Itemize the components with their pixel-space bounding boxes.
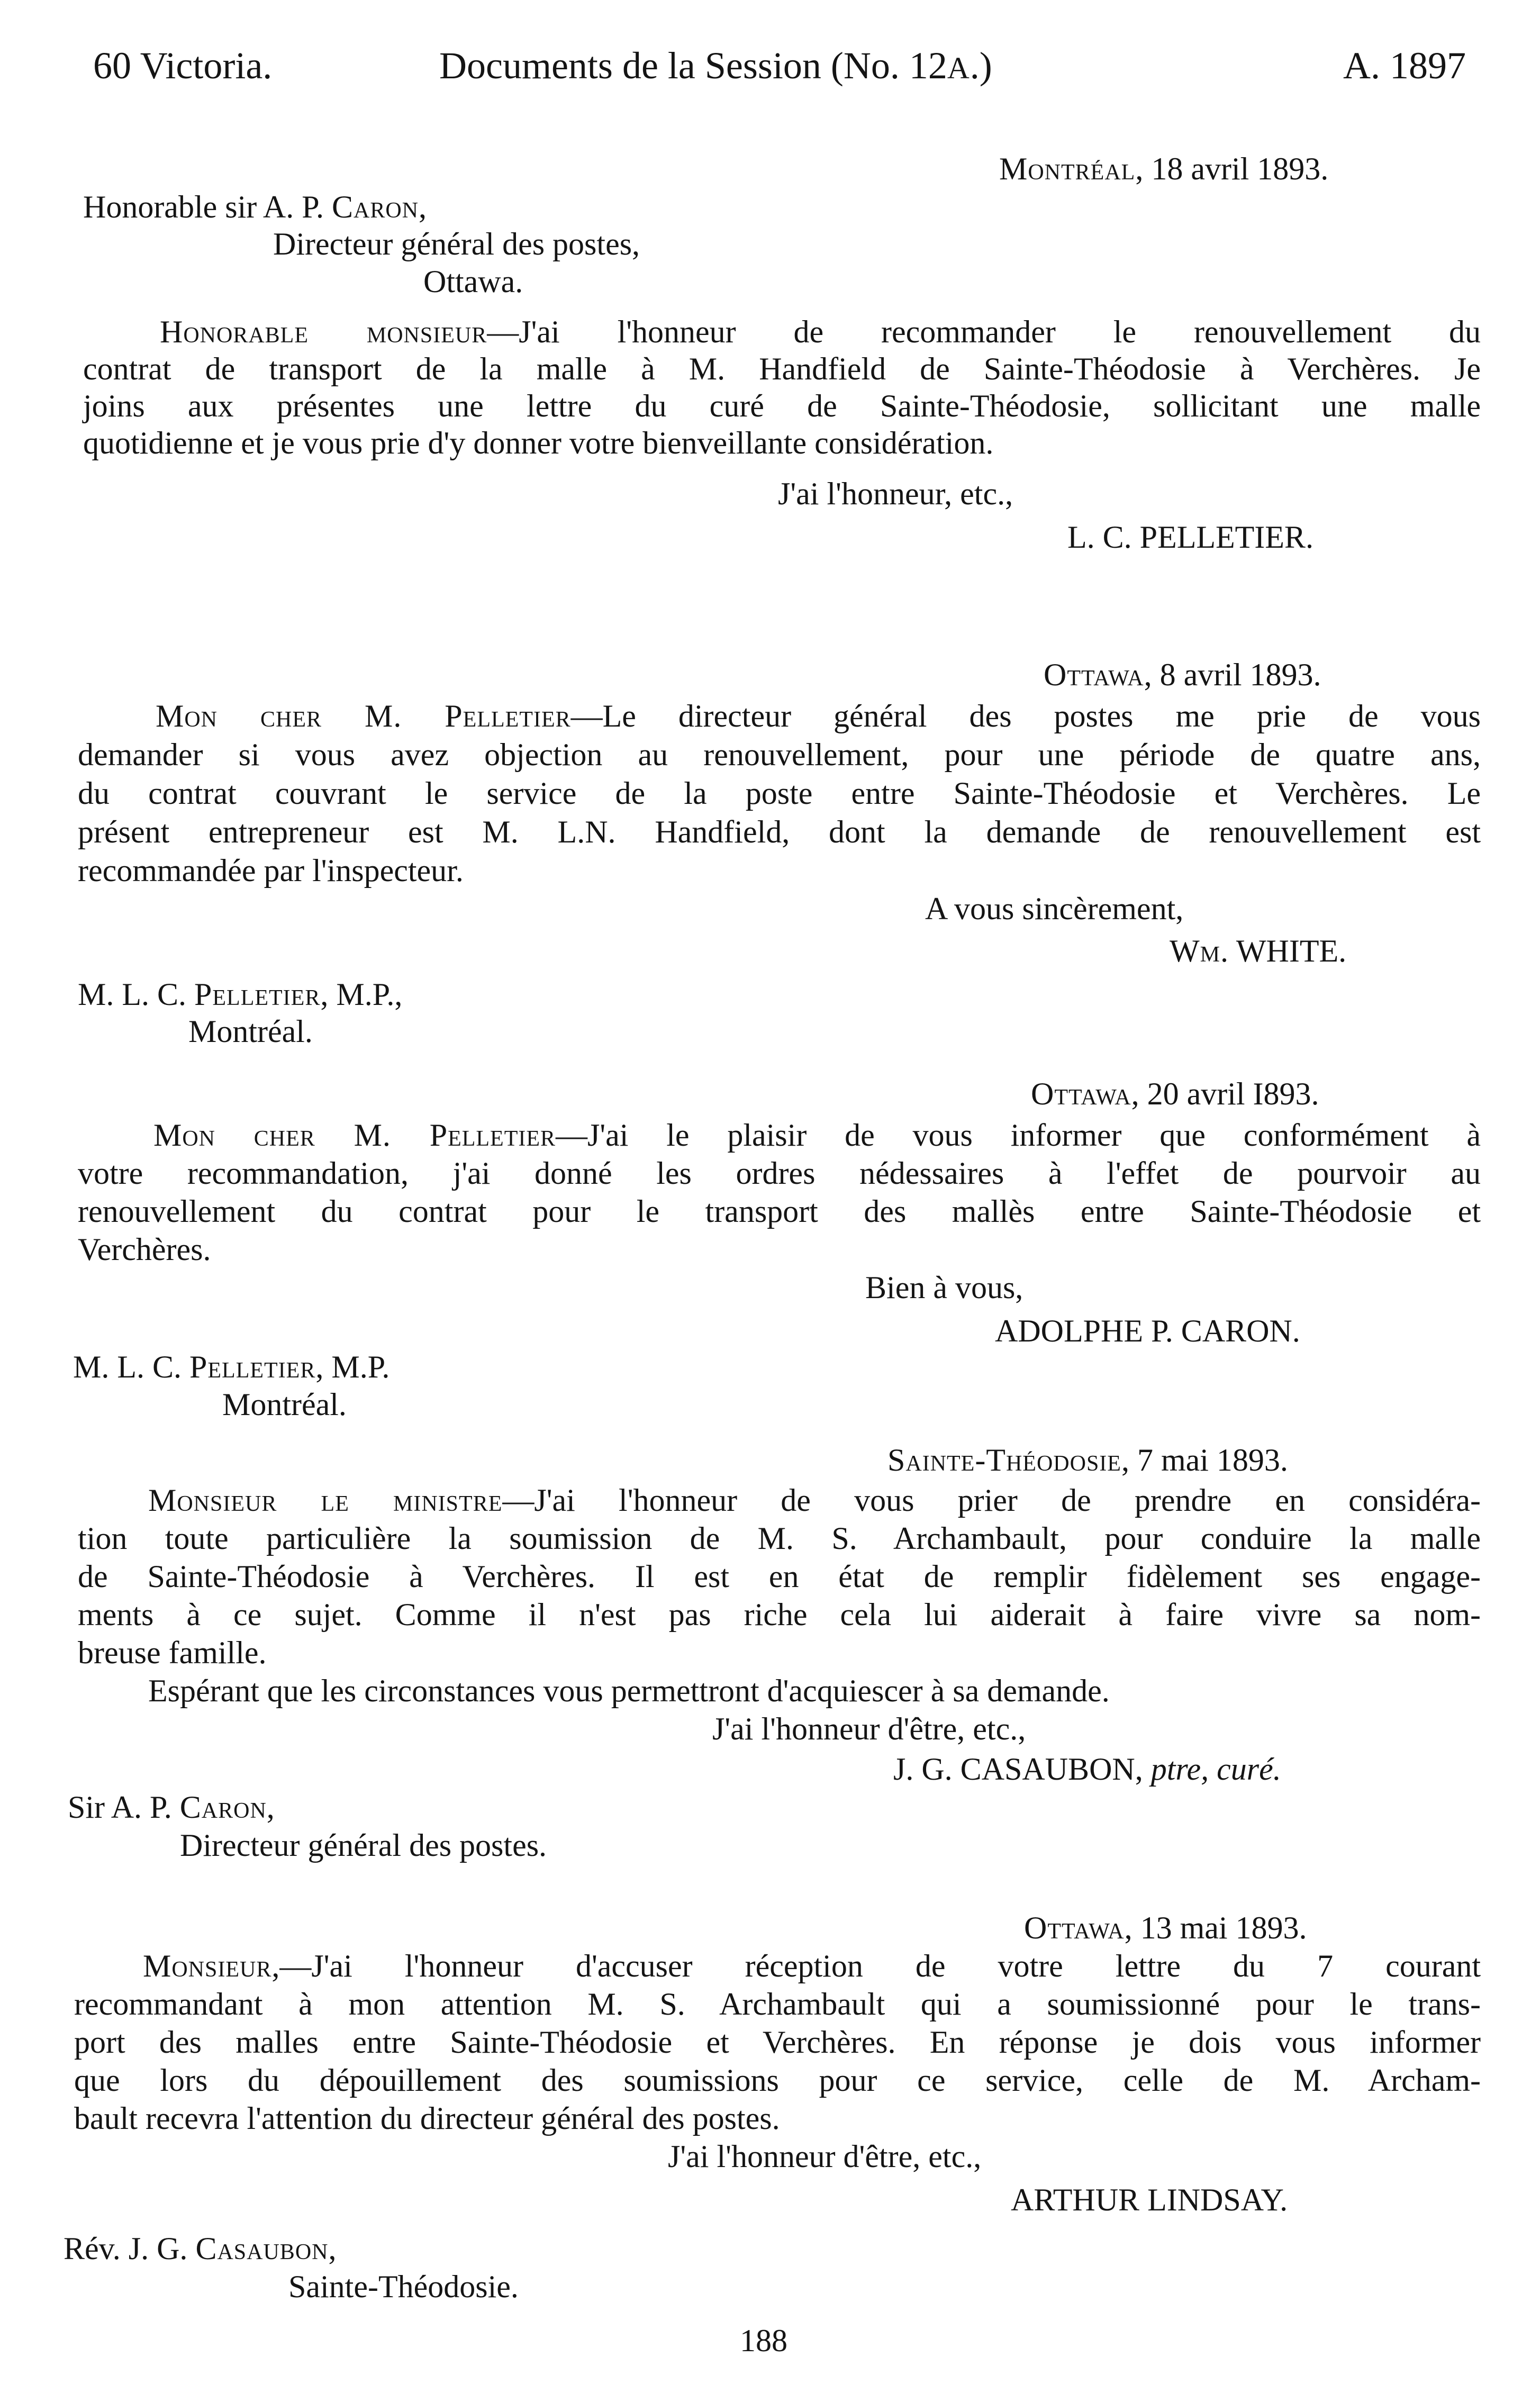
letter4-signature-name: J. G. CASAUBON,	[893, 1752, 1151, 1787]
letter2-date-place: Ottawa	[1044, 657, 1144, 692]
letter2-signature-pre: Wm.	[1170, 933, 1229, 968]
letter3-recipient-post: , M.P.	[315, 1349, 390, 1384]
letter2-line-3: du contrat couvrant le service de la poste entre Sainte-Théodosie et Verchères. Le	[78, 776, 1481, 811]
letter4-line-4: ments à ce sujet. Comme il n'est pas riche cela lui aiderait à faire vivre sa nom-	[78, 1597, 1481, 1632]
letter5-date-place: Ottawa	[1024, 1910, 1125, 1945]
letter4-date-place: Sainte-Théodosie	[887, 1443, 1121, 1478]
letter4-line-3: de Sainte-Théodosie à Verchères. Il est en état de remplir fidèlement ses engage-	[78, 1559, 1481, 1594]
letter3-line-3: renouvellement du contrat pour le transport des mallès entre Sainte-Théodosie et	[78, 1194, 1481, 1229]
letter4-line-2: tion toute particulière la soumission de M. S. Archambault, pour conduire la malle	[78, 1521, 1481, 1556]
letter1-line-2: contrat de transport de la malle à M. Handfield de Sainte-Théodosie à Verchères. Je	[83, 351, 1481, 386]
header-center-sub: A	[947, 51, 970, 85]
letter2-recipient-name: Pelletier	[194, 977, 321, 1012]
letter3-text-0: —J'ai le plaisir de vous informer que conformément à	[556, 1118, 1481, 1153]
letter4-signature-title: ptre, curé.	[1151, 1752, 1281, 1787]
letter5-salutation: Monsieur	[143, 1948, 272, 1983]
letter2-salutation: Mon cher M. Pelletier	[156, 699, 571, 733]
letter2-text-0: —Le directeur général des postes me prie de vous	[570, 699, 1481, 733]
letter2-signature	[1170, 932, 1346, 969]
letter1-line-1	[160, 313, 1481, 350]
letter5-line-4: que lors du dépouillement des soumissions pour ce service, celle de M. Archam-	[74, 2063, 1481, 2098]
letter3-date-place: Ottawa	[1031, 1076, 1131, 1111]
letter5-recipient-name: Casaubon	[195, 2231, 329, 2266]
letter4-line-5: breuse famille.	[78, 1635, 267, 1670]
letter5-line-3: port des malles entre Sainte-Théodosie et Verchères. En réponse je dois vous informer	[74, 2025, 1481, 2060]
letter2-line-4: présent entrepreneur est M. L.N. Handfield, dont la demande de renouvellement est	[78, 814, 1481, 849]
letter5-dateline	[1024, 1909, 1307, 1946]
letter5-line-1	[143, 1947, 1481, 1984]
letter5-recipient-city: Sainte-Théodosie.	[288, 2269, 519, 2304]
letter1-addressee-city: Ottawa.	[423, 264, 523, 299]
letter1-salutation: Honorable monsieur	[160, 314, 487, 349]
letter2-line-1	[156, 697, 1481, 735]
letter4-line-1	[148, 1482, 1481, 1519]
letter2-recipient-city: Montréal.	[188, 1014, 313, 1049]
letter4-text-0: —J'ai l'honneur de vous prier de prendre en considéra-	[502, 1483, 1481, 1518]
page-number: 188	[740, 2323, 787, 2358]
letter1-addressee	[83, 188, 427, 225]
letter3-salutation: Mon cher M. Pelletier	[153, 1118, 556, 1153]
letter1-line-4: quotidienne et je vous prie d'y donner votre bienveillante considération.	[83, 425, 994, 460]
letter4-closing: J'ai l'honneur d'être, etc.,	[712, 1711, 1026, 1746]
letter4-recipient-pre: Sir A. P.	[68, 1790, 180, 1825]
letter1-date-place: Montréal	[999, 151, 1136, 186]
letter5-line-2: recommandant à mon attention M. S. Archambault qui a soumissionné pour le trans-	[74, 1987, 1481, 2022]
letter1-addr-name: Caron	[331, 189, 419, 224]
letter5-line-5: bault recevra l'attention du directeur général des postes.	[74, 2101, 780, 2136]
letter5-date: , 13 mai 1893.	[1124, 1910, 1307, 1945]
letter3-recipient-name: Pelletier	[189, 1349, 316, 1384]
letter3-recipient-city: Montréal.	[222, 1387, 347, 1422]
letter1-signature: L. C. PELLETIER.	[1067, 520, 1313, 555]
letter4-date: , 7 mai 1893.	[1121, 1443, 1288, 1478]
letter4-dateline	[887, 1442, 1288, 1479]
letter3-recipient-pre: M. L. C.	[73, 1349, 190, 1384]
letter3-line-4: Verchères.	[78, 1232, 211, 1267]
letter4-recipient-title: Directeur général des postes.	[180, 1828, 547, 1863]
letter2-recipient-post: , M.P.,	[320, 977, 403, 1012]
letter1-date: , 18 avril 1893.	[1135, 151, 1329, 186]
letter5-recipient-post: ,	[328, 2231, 337, 2266]
header-center-close: .)	[970, 44, 992, 87]
letter1-text-0: —J'ai l'honneur de recommander le renouvellement du	[487, 314, 1481, 349]
letter2-recipient	[78, 976, 402, 1013]
letter3-date: , 20 avril I893.	[1131, 1076, 1319, 1111]
letter1-addressee-title: Directeur général des postes,	[273, 226, 640, 261]
letter3-dateline	[1031, 1075, 1319, 1112]
letter2-line-5: recommandée par l'inspecteur.	[78, 853, 464, 888]
letter5-signature: ARTHUR LINDSAY.	[1011, 2182, 1288, 2217]
letter4-recipient-post: ,	[266, 1790, 275, 1825]
letter2-date: , 8 avril 1893.	[1144, 657, 1321, 692]
letter4-salutation: Monsieur le ministre	[148, 1483, 503, 1518]
letter3-signature: ADOLPHE P. CARON.	[995, 1313, 1300, 1348]
header-right: A. 1897	[1343, 44, 1466, 87]
letter1-addr-post: ,	[419, 189, 427, 224]
letter5-recipient	[64, 2230, 336, 2267]
letter5-text-0: ,—J'ai l'honneur d'accuser réception de votre lettre du 7 courant	[271, 1948, 1481, 1983]
letter5-closing: J'ai l'honneur d'être, etc.,	[668, 2139, 982, 2174]
letter3-recipient	[73, 1348, 389, 1385]
letter1-line-3: joins aux présentes une lettre du curé de Sainte-Théodosie, sollicitant une malle	[83, 388, 1481, 423]
letter4-recipient-name: Caron	[179, 1790, 267, 1825]
header-center	[439, 43, 992, 90]
letter4-recipient	[68, 1789, 275, 1826]
header-left: 60 Victoria.	[93, 44, 273, 87]
letter2-closing: A vous sincèrement,	[925, 891, 1184, 926]
letter2-recipient-pre: M. L. C.	[78, 977, 195, 1012]
letter1-dateline	[999, 150, 1328, 187]
letter3-closing: Bien à vous,	[865, 1270, 1023, 1305]
letter1-closing: J'ai l'honneur, etc.,	[778, 476, 1013, 511]
letter2-line-2: demander si vous avez objection au renouvellement, pour une période de quatre ans,	[78, 737, 1481, 772]
header-center-text: Documents de la Session (No. 12	[439, 44, 947, 87]
letter1-addr-pre: Honorable sir A. P.	[83, 189, 332, 224]
letter2-dateline	[1044, 656, 1321, 693]
letter3-line-1	[153, 1117, 1481, 1154]
letter4-para2: Espérant que les circonstances vous permettront d'acquiescer à sa demande.	[148, 1673, 1110, 1708]
letter2-signature-name: WHITE.	[1228, 933, 1347, 968]
letter5-recipient-pre: Rév. J. G.	[64, 2231, 196, 2266]
letter4-signature	[893, 1751, 1281, 1788]
letter3-line-2: votre recommandation, j'ai donné les ordres nédessaires à l'effet de pourvoir au	[78, 1156, 1481, 1191]
